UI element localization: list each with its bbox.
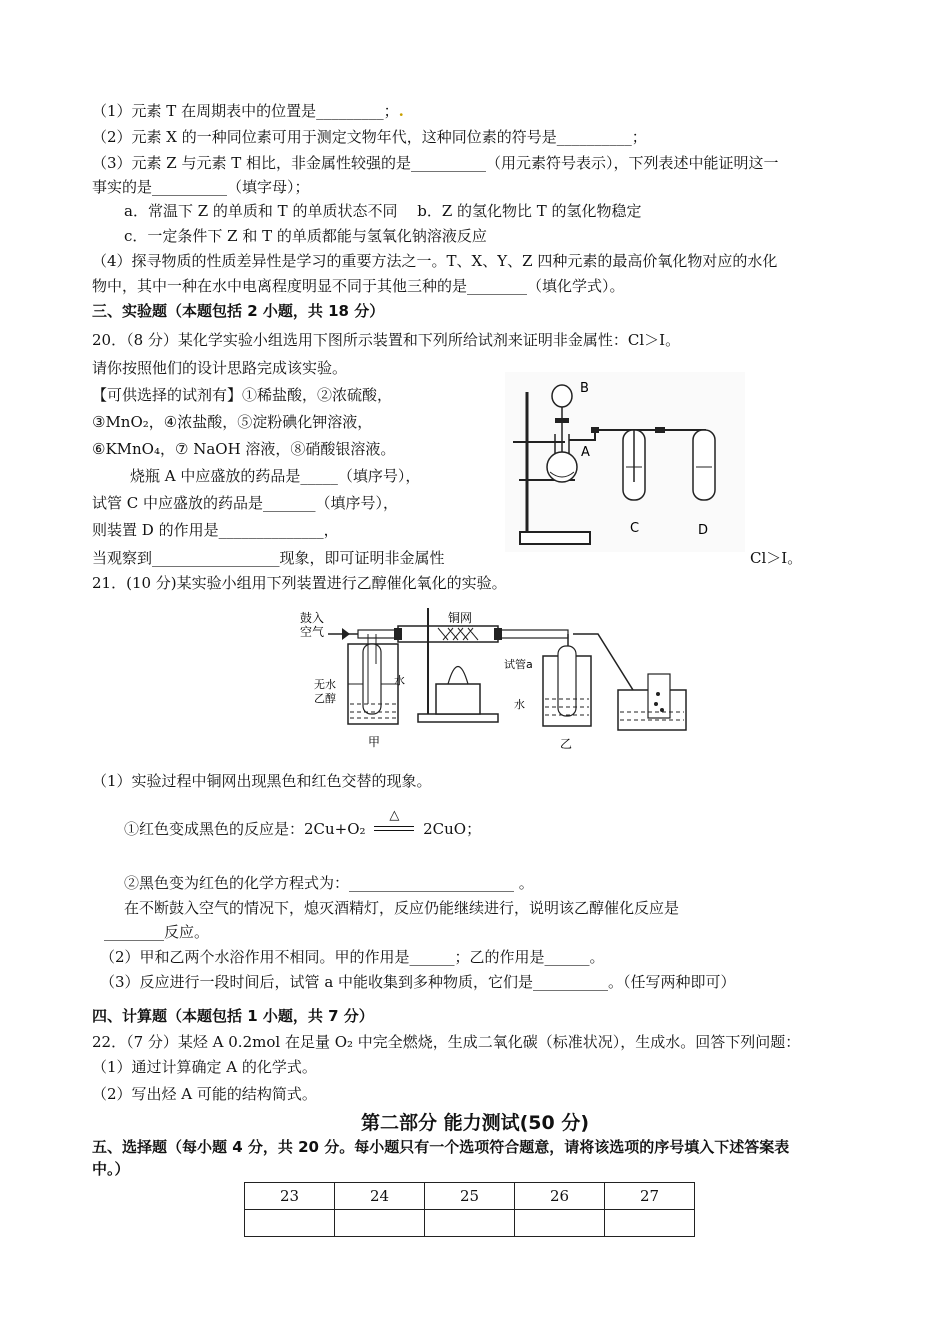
label-anhydrous-1: 无水 [314, 678, 336, 691]
q20-reagents-3: ⑥KMnO₄，⑦ NaOH 溶液，⑧硝酸银溶液。 [92, 440, 396, 458]
answer-header-26: 26 [515, 1183, 605, 1210]
q21-equation-2: ②黑色变为红色的化学方程式为：______________________ 。 [124, 874, 534, 892]
eq-reactants: ①红色变成黑色的反应是：2Cu+O₂ [124, 820, 366, 838]
label-tube-a: 试管a [504, 658, 533, 671]
stand-base [520, 532, 590, 544]
q19-part1 [92, 100, 404, 122]
lamp-flame [448, 667, 468, 685]
q21-part1: （1）实验过程中铜网出现黑色和红色交替的现象。 [92, 772, 432, 790]
eq-product: 2CuO； [423, 820, 482, 838]
q21-reaction-type: ________反应。 [104, 923, 210, 941]
label-yi: 乙 [560, 737, 573, 751]
label-anhydrous-2: 乙醇 [314, 692, 336, 705]
answer-table-answer-row [245, 1210, 695, 1237]
apparatus-figure-2 [298, 594, 688, 754]
q20-flask-a: 烧瓶 A 中应盛放的药品是_____（填序号）， [130, 467, 421, 485]
q20-observe: 当观察到_________________现象，即可证明非金属性 [92, 549, 445, 567]
test-tube-a [558, 646, 576, 716]
answer-header-24: 24 [335, 1183, 425, 1210]
answer-cell-25[interactable] [425, 1210, 515, 1237]
eq-arrow [370, 808, 418, 841]
q20-device-d: 则装置 D 的作用是______________， [92, 521, 339, 539]
q20-reagents-2: ③MnO₂，④浓盐酸，⑤淀粉碘化钾溶液， [92, 413, 373, 431]
q20-tube-c: 试管 C 中应盛放的药品是_______（填序号）， [92, 494, 399, 512]
q22-part2: （2）写出烃 A 可能的结构简式。 [92, 1085, 317, 1103]
answer-cell-27[interactable] [605, 1210, 695, 1237]
q22-intro: 22．（7 分）某烃 A 0.2mol 在足量 O₂ 中完全燃烧，生成二氧化碳（标准状况），生成水。回答下列问题： [92, 1033, 801, 1051]
q19-part3: （3）元素 Z 与元素 T 相比，非金属性较强的是__________（用元素符号表示），下列表述中能证明这一 [92, 154, 779, 172]
q21-equation-1 [124, 808, 482, 841]
label-blow-air-1: 鼓入 [300, 611, 325, 625]
q21-intro: 21．(10 分)某实验小组用下列装置进行乙醇催化氧化的实验。 [92, 574, 507, 592]
q19-option-c: c．一定条件下 Z 和 T 的单质都能与氢氧化钠溶液反应 [124, 227, 487, 245]
q19-part4: （4）探寻物质的性质差异性是学习的重要方法之一。T、X、Y、Z 四种元素的最高价氧化物对应的水化 [92, 252, 778, 270]
label-b: B [580, 381, 589, 396]
heat-symbol: △ [389, 808, 400, 823]
section-5-heading: 五、选择题（每小题 4 分，共 20 分。每小题只有一个选项符合题意，请将该选项的序号填入下述答案表 [92, 1138, 790, 1156]
q19-part1-text: （1）元素 T 在周期表中的位置是_________； [92, 102, 399, 120]
answer-cell-23[interactable] [245, 1210, 335, 1237]
q22-part1: （1）通过计算确定 A 的化学式。 [92, 1058, 317, 1076]
label-c: C [630, 521, 640, 536]
q19-part4-cont: 物中，其中一种在水中电离程度明显不同于其他三种的是________（填化学式）。 [92, 277, 625, 295]
label-jia: 甲 [368, 735, 381, 749]
test-tube-d [693, 430, 715, 500]
alcohol-lamp-base [436, 684, 480, 714]
section-5-heading-cont: 中。） [92, 1160, 130, 1178]
stray-dot: . [398, 102, 404, 120]
answer-cell-24[interactable] [335, 1210, 425, 1237]
label-water-1: 水 [394, 674, 405, 687]
answer-header-27: 27 [605, 1183, 695, 1210]
separatory-funnel-b [552, 385, 572, 407]
part-2-title: 第二部分 能力测试(50 分) [360, 1112, 590, 1134]
answer-cell-26[interactable] [515, 1210, 605, 1237]
label-blow-air-2: 空气 [300, 625, 325, 639]
section-3-heading: 三、实验题（本题包括 2 小题，共 18 分） [92, 302, 385, 320]
q20-reagents-1: 【可供选择的试剂有】①稀盐酸，②浓硫酸， [92, 386, 393, 404]
section-4-heading: 四、计算题（本题包括 1 小题，共 7 分） [92, 1007, 374, 1025]
q20-conclusion: Cl＞I。 [750, 549, 803, 567]
answer-table-header-row [245, 1183, 695, 1210]
q21-observation: 在不断鼓入空气的情况下，熄灭酒精灯，反应仍能继续进行，说明该乙醇催化反应是 [124, 899, 680, 917]
q21-part2: （2）甲和乙两个水浴作用不相同。甲的作用是______；乙的作用是______。 [100, 948, 605, 966]
label-d: D [698, 523, 709, 538]
q19-part2: （2）元素 X 的一种同位素可用于测定文物年代，这种同位素的符号是__________； [92, 128, 647, 146]
label-water-2: 水 [514, 698, 525, 711]
q19-option-ab: a．常温下 Z 的单质和 T 的单质状态不同 b．Z 的氢化物比 T 的氢化物稳定 [124, 202, 642, 220]
answer-header-25: 25 [425, 1183, 515, 1210]
q21-part3: （3）反应进行一段时间后，试管 a 中能收集到多种物质，它们是__________。（任写两种即可） [100, 973, 736, 991]
label-copper-mesh: 铜网 [448, 611, 473, 625]
q20-instruction: 请你按照他们的设计思路完成该实验。 [92, 359, 348, 377]
q19-part3-cont: 事实的是__________（填字母）； [92, 178, 310, 196]
answer-table [244, 1182, 695, 1237]
label-a: A [581, 445, 590, 460]
q20-intro: 20．（8 分）某化学实验小组选用下图所示装置和下列所给试剂来证明非金属性：Cl＞I。 [92, 331, 681, 349]
answer-header-23: 23 [245, 1183, 335, 1210]
apparatus-figure-1 [505, 372, 745, 552]
